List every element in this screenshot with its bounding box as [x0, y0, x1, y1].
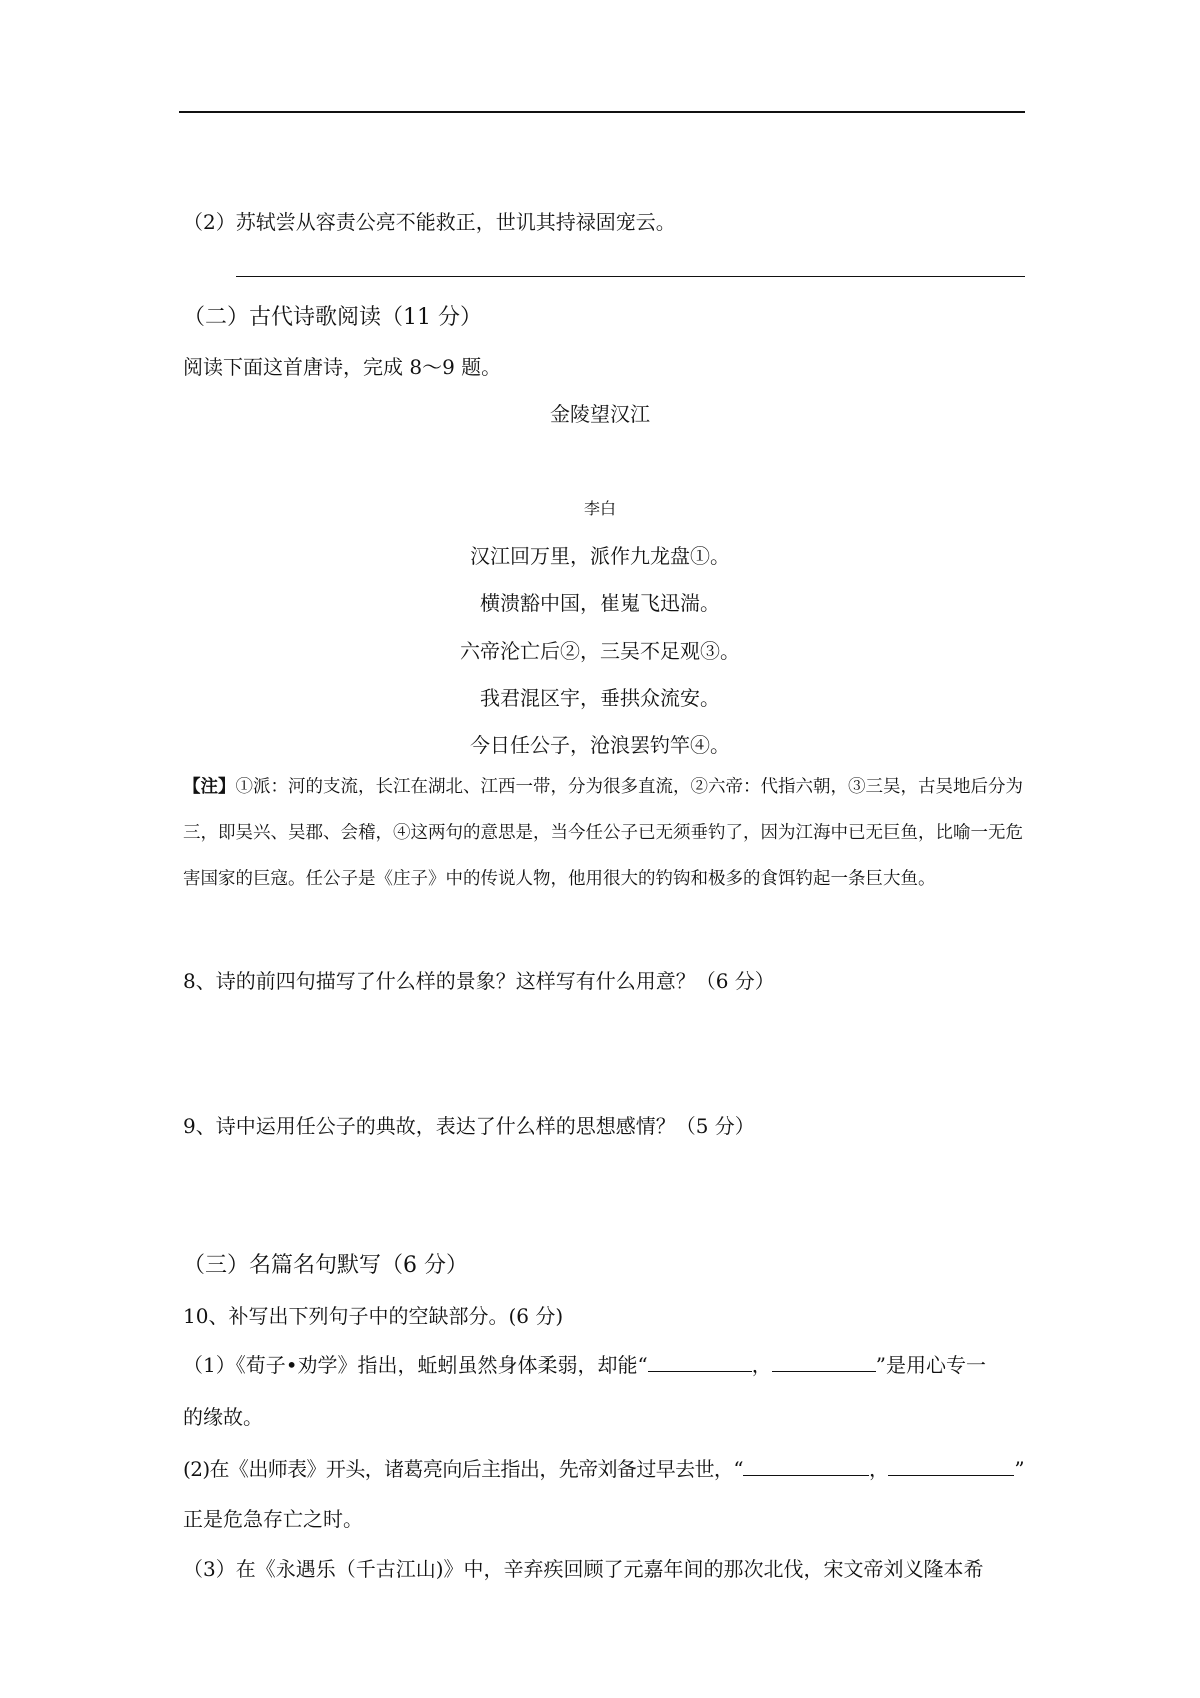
note-label: 【注】 [183, 777, 236, 797]
poem-line: 横溃豁中国，崔嵬飞迅湍。 [480, 591, 720, 615]
question-10: 10、补写出下列句子中的空缺部分。(6 分) [183, 1304, 564, 1328]
poem-line: 今日任公子，沧浪罢钓竿④。 [470, 733, 730, 757]
comma: ， [751, 1353, 772, 1377]
section-2-heading: （二）古代诗歌阅读（11 分） [183, 305, 482, 330]
poem-note [183, 764, 1033, 902]
poem-line: 汉江回万里，派作九龙盘①。 [470, 544, 730, 568]
answer-line [236, 276, 1025, 277]
question-9: 9、诗中运用任公子的典故，表达了什么样的思想感情？（5 分） [183, 1114, 755, 1138]
poem-author: 李白 [583, 499, 616, 518]
q10-item-2 [183, 1453, 1024, 1482]
q10-item-1 [183, 1349, 986, 1378]
q10-item-2-cont: 正是危急存亡之时。 [183, 1507, 363, 1531]
note-text: ①派：河的支流，长江在湖北、江西一带，分为很多直流，②六帝：代指六朝，③三吴，古吴地后分为三，即吴兴、吴郡、会稽，④这两句的意思是，当今任公子已无须垂钓了，因为江海中已无巨鱼，比喻一无危害国家的巨寇。任公子是《庄子》中的传说人物，他用很大的钓钩和极多的食饵钓起一条巨大鱼。 [183, 777, 1023, 889]
section-3-heading: （三）名篇名句默写（6 分） [183, 1253, 468, 1278]
q10-item-1-text: （1）《荀子•劝学》指出，蚯蚓虽然身体柔弱，却能“ [183, 1353, 648, 1377]
fill-blank[interactable] [743, 1455, 869, 1476]
fill-blank[interactable] [772, 1351, 876, 1372]
q10-item-1-cont: 的缘故。 [183, 1405, 263, 1429]
comma: ， [868, 1457, 889, 1481]
q10-item-3: （3）在《永遇乐（千古江山)》中，辛弃疾回顾了元嘉年间的那次北伐，宋文帝刘义隆本希 [183, 1557, 984, 1581]
section-2-instruction: 阅读下面这首唐诗，完成 8～9 题。 [183, 355, 502, 379]
question-8: 8、诗的前四句描写了什么样的景象？这样写有什么用意？（6 分） [183, 969, 775, 993]
q7-item-2: （2）苏轼尝从容责公亮不能救正，世讥其持禄固宠云。 [183, 210, 676, 234]
poem-title: 金陵望汉江 [550, 402, 650, 426]
poem-line: 我君混区宇，垂拱众流安。 [480, 686, 720, 710]
fill-blank[interactable] [888, 1455, 1014, 1476]
q10-item-2-text: (2)在《出师表》开头，诸葛亮向后主指出，先帝刘备过早去世，“ [183, 1457, 743, 1481]
q10-item-1-tail: ”是用心专一 [875, 1353, 986, 1377]
header-rule [179, 111, 1025, 113]
poem-line: 六帝沦亡后②，三吴不足观③。 [460, 639, 740, 663]
fill-blank[interactable] [648, 1351, 752, 1372]
q10-item-2-tail: ” [1014, 1457, 1024, 1481]
